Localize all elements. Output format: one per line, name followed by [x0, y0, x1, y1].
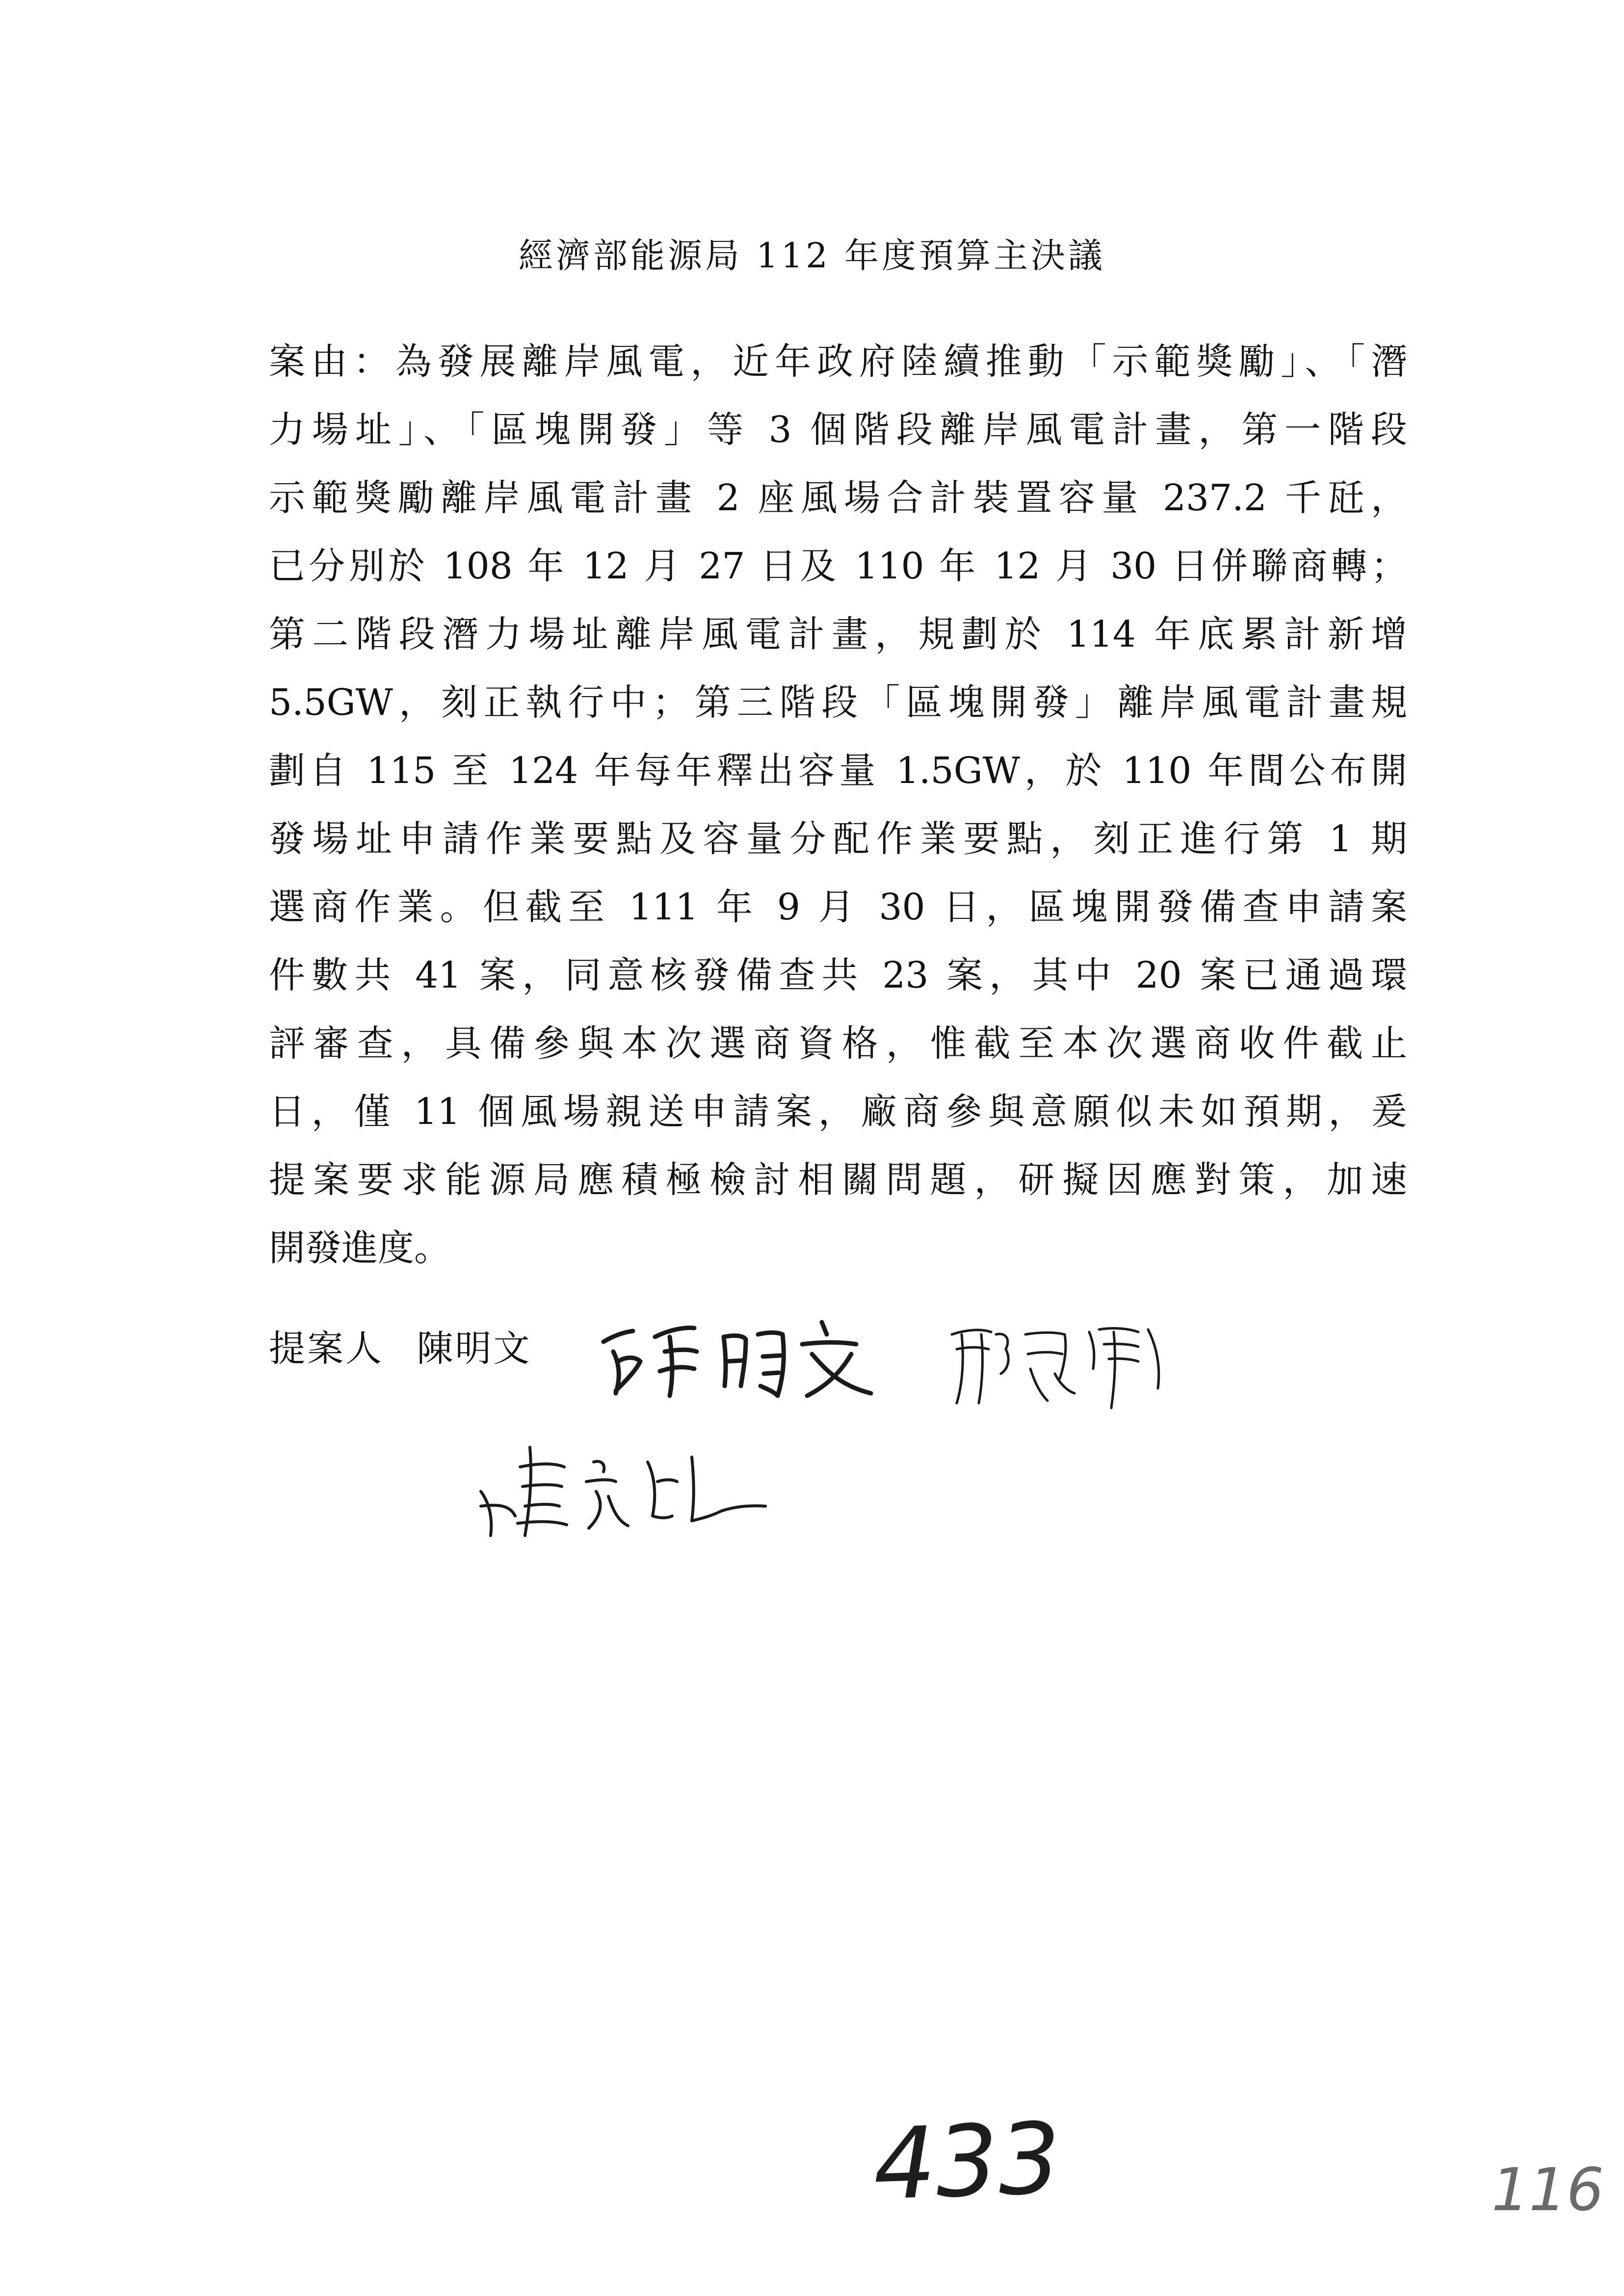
body-line: 5.5GW，刻正執行中；第三階段「區塊開發」離岸風電計畫規	[269, 681, 1407, 724]
body-line: 已分別於 108 年 12 月 27 日及 110 年 12 月 30 日併聯商轉；	[269, 545, 1407, 587]
body-line: 評審查，具備參與本次選商資格，惟截至本次選商收件截止	[269, 1022, 1407, 1065]
signature-1	[596, 1307, 891, 1406]
body-line: 示範獎勵離岸風電計畫 2 座風場合計裝置容量 237.2 千瓩，	[269, 477, 1407, 519]
body-line: 件數共 41 案，同意核發備查共 23 案，其中 20 案已通過環	[269, 954, 1407, 996]
signature-2	[942, 1305, 1178, 1418]
body-line: 案由：為發展離岸風電，近年政府陸續推動「示範獎勵」、「潛	[269, 340, 1407, 383]
body-line: 提案要求能源局應積極檢討相關問題，研擬因應對策，加速	[269, 1159, 1407, 1201]
proposer-name: 陳明文	[417, 1328, 532, 1370]
signature-3	[471, 1418, 775, 1545]
page-number-handwritten: 433	[871, 2101, 1063, 2222]
body-line: 發場址申請作業要點及容量分配作業要點，刻正進行第 1 期	[269, 818, 1407, 860]
body-line: 力場址」、「區塊開發」等 3 個階段離岸風電計畫，第一階段	[269, 409, 1407, 451]
document-title: 經濟部能源局 112 年度預算主決議	[518, 235, 1106, 276]
body-line: 劃自 115 至 124 年每年釋出容量 1.5GW，於 110 年間公布開	[269, 750, 1407, 792]
body-line: 日，僅 11 個風場親送申請案，廠商參與意願似未如預期，爰	[269, 1091, 1407, 1133]
proposer-label: 提案人	[269, 1328, 384, 1370]
folio-number-handwritten: 116	[1492, 2156, 1604, 2224]
body-line: 選商作業。但截至 111 年 9 月 30 日，區塊開發備查申請案	[269, 886, 1407, 928]
body-line: 第二階段潛力場址離岸風電計畫，規劃於 114 年底累計新增	[269, 613, 1407, 655]
proposer-row	[269, 1320, 532, 1372]
body-line: 開發進度。	[269, 1227, 450, 1269]
motion-body	[269, 328, 1407, 1282]
